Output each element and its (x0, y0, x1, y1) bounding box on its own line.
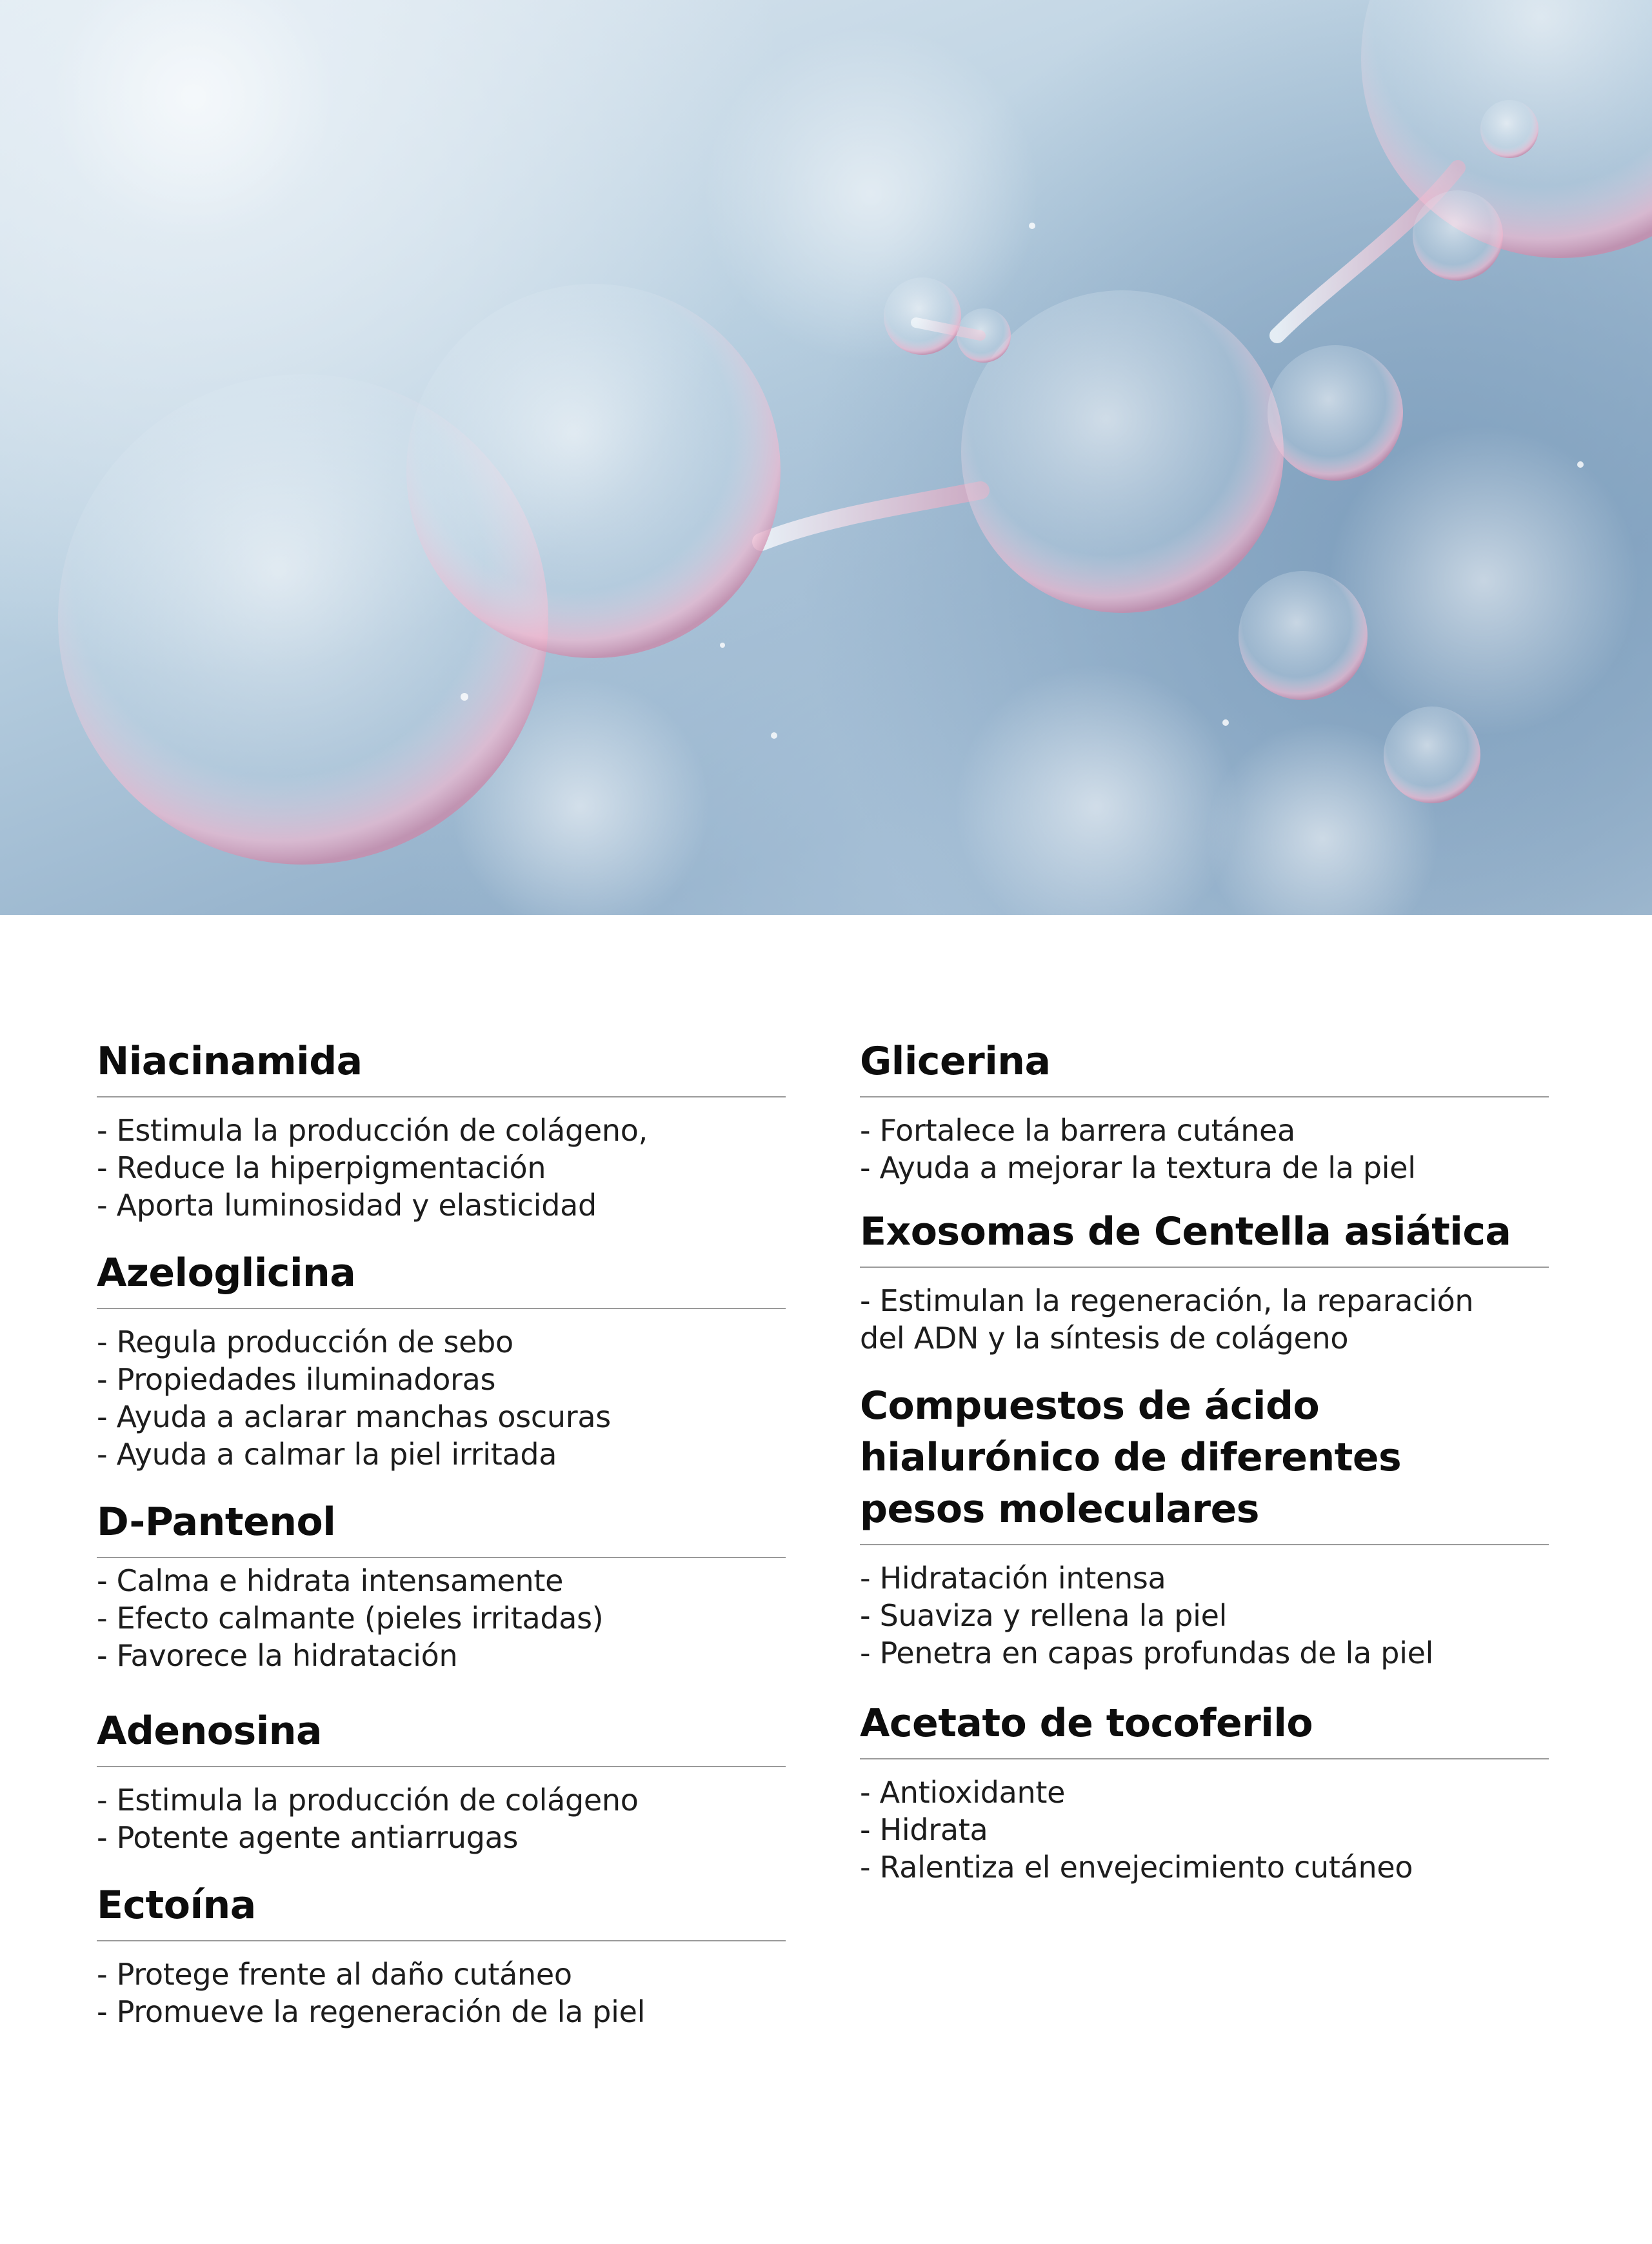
divider (860, 1267, 1549, 1268)
left-column (97, 1036, 786, 2030)
divider (860, 1544, 1549, 1545)
divider (97, 1766, 786, 1767)
benefit-list (860, 1112, 1549, 1187)
list-item: - Hidrata (860, 1812, 988, 1847)
benefit-list (97, 1112, 786, 1224)
benefit-list (860, 1774, 1549, 1886)
section-acido-hialuronico (860, 1380, 1549, 1672)
list-item: - Reduce la hiperpigmentación (97, 1150, 546, 1185)
list-item: - Ayuda a calmar la piel irritada (97, 1437, 557, 1472)
section-title: Ectoína (97, 1883, 256, 1928)
molecule-bubbles-image (0, 0, 1652, 915)
section-d-pantenol (97, 1496, 786, 1674)
list-item: - Promueve la regeneración de la piel (97, 1994, 646, 2029)
divider (97, 1308, 786, 1309)
list-item: - Calma e hidrata intensamente (97, 1563, 564, 1598)
section-title: Adenosina (97, 1708, 322, 1754)
hero-image (0, 0, 1652, 915)
section-exosomas (860, 1206, 1549, 1357)
list-item: - Penetra en capas profundas de la piel (860, 1636, 1434, 1670)
section-acetato-tocoferilo (860, 1698, 1549, 1886)
list-item: - Protege frente al daño cutáneo (97, 1957, 572, 1992)
list-item: - Estimula la producción de colágeno (97, 1783, 639, 1818)
right-column (860, 1036, 1549, 1886)
list-item: - Regula producción de sebo (97, 1325, 513, 1359)
description-line: del ADN y la síntesis de colágeno (860, 1321, 1349, 1356)
list-item: - Potente agente antiarrugas (97, 1820, 519, 1855)
benefit-list (97, 1956, 786, 2030)
section-ectoina (97, 1879, 786, 2030)
list-item: - Fortalece la barrera cutánea (860, 1113, 1295, 1148)
list-item: - Ayuda a mejorar la textura de la piel (860, 1150, 1416, 1185)
benefit-list (860, 1559, 1549, 1672)
section-glicerina (860, 1036, 1549, 1187)
section-title-line: pesos moleculares (860, 1487, 1260, 1532)
divider (860, 1758, 1549, 1759)
section-title: D-Pantenol (97, 1499, 336, 1545)
benefit-list (97, 1323, 786, 1473)
section-title: Exosomas de Centella asiática (860, 1209, 1511, 1254)
list-item: - Estimula la producción de colágeno, (97, 1113, 648, 1148)
list-item: - Favorece la hidratación (97, 1638, 458, 1673)
list-item: - Suaviza y rellena la piel (860, 1598, 1228, 1633)
list-item: - Efecto calmante (pieles irritadas) (97, 1601, 604, 1636)
divider (860, 1096, 1549, 1097)
list-item: - Hidratación intensa (860, 1561, 1166, 1596)
section-title: Niacinamida (97, 1039, 363, 1084)
divider (97, 1940, 786, 1941)
benefit-list (97, 1562, 786, 1674)
section-title-line: hialurónico de diferentes (860, 1435, 1402, 1480)
list-item: - Ralentiza el envejecimiento cutáneo (860, 1850, 1413, 1885)
list-item: - Propiedades iluminadoras (97, 1362, 496, 1397)
list-item: - Ayuda a aclarar manchas oscuras (97, 1399, 611, 1434)
section-title: Glicerina (860, 1039, 1051, 1084)
section-title-line: Compuestos de ácido (860, 1383, 1320, 1428)
section-title: Azeloglicina (97, 1250, 356, 1296)
list-item: - Aporta luminosidad y elasticidad (97, 1188, 597, 1223)
section-niacinamida (97, 1036, 786, 1224)
section-azeloglicina (97, 1247, 786, 1473)
section-adenosina (97, 1705, 786, 1856)
divider (97, 1096, 786, 1097)
description-line: - Estimulan la regeneración, la reparación (860, 1283, 1474, 1318)
list-item: - Antioxidante (860, 1775, 1066, 1810)
divider (97, 1557, 786, 1558)
benefit-list (97, 1781, 786, 1856)
section-title: Acetato de tocoferilo (860, 1701, 1313, 1746)
